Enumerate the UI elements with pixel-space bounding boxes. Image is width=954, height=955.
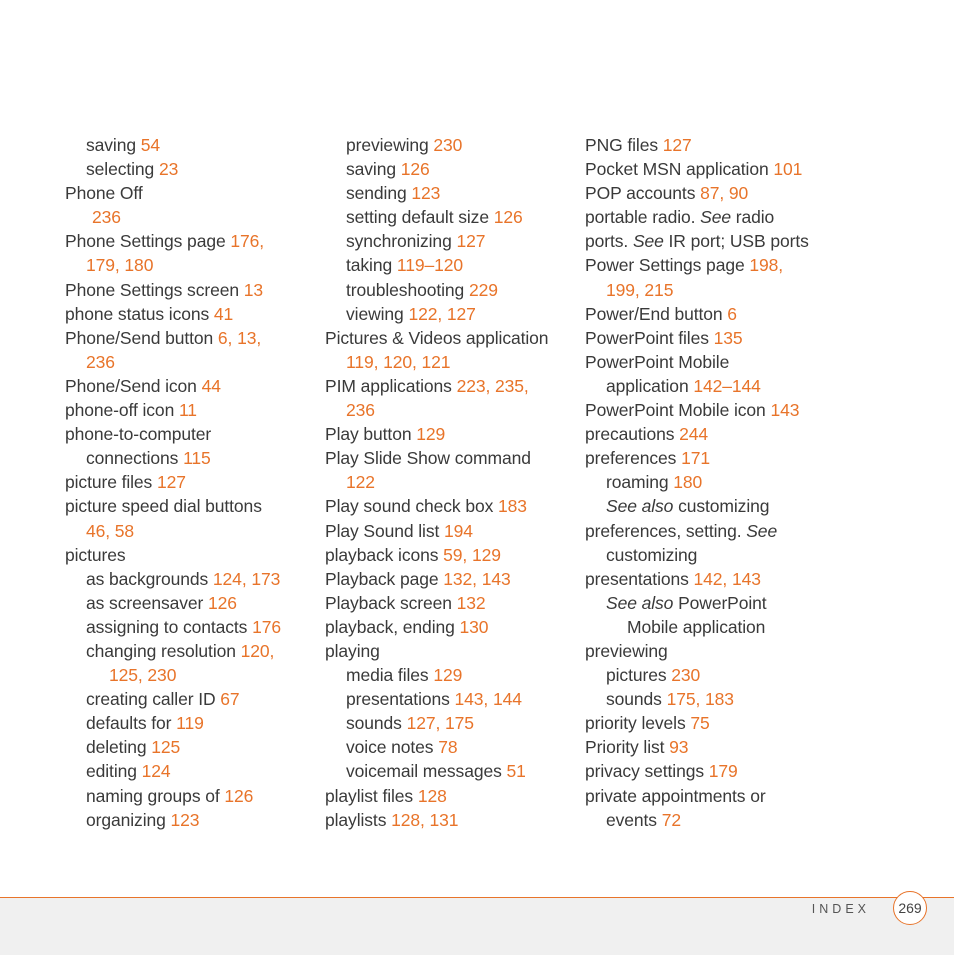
entry-text: Pictures & Videos application: [325, 327, 549, 348]
index-entry: [325, 615, 575, 639]
index-entry: [585, 350, 835, 374]
page-number: 269: [893, 891, 927, 925]
index-entry: [65, 735, 315, 759]
index-entry: [65, 253, 315, 277]
index-entry: [65, 711, 315, 735]
page-reference-link[interactable]: 46, 58: [86, 520, 135, 541]
index-entry: [585, 759, 835, 783]
index-entry: [585, 302, 835, 326]
entry-text: naming groups of: [86, 785, 225, 806]
index-entry: [325, 519, 575, 543]
page-reference-link[interactable]: 179, 180: [86, 255, 154, 276]
page-reference-link[interactable]: 124, 173: [212, 568, 281, 589]
entry-text: pictures: [65, 544, 126, 565]
index-entry: [585, 711, 835, 735]
page-reference-link[interactable]: 135: [713, 327, 743, 348]
page-reference-link[interactable]: 11: [178, 400, 197, 421]
index-entry: [325, 446, 575, 470]
entry-text: Play button: [325, 424, 417, 445]
entry-text: Play Sound list: [325, 520, 445, 541]
entry-text: Priority list: [585, 737, 670, 758]
page-footer: [0, 897, 954, 955]
entry-text: Playback page: [325, 568, 444, 589]
entry-text: events: [606, 809, 662, 830]
page-reference-link[interactable]: 171: [681, 448, 710, 469]
entry-text: sounds: [606, 689, 667, 710]
page-reference-link[interactable]: 179: [708, 761, 738, 782]
index-entry: [65, 157, 315, 181]
entry-text: saving: [346, 159, 401, 180]
cross-reference-text: See: [632, 231, 664, 252]
cross-reference-text: See also: [606, 496, 674, 517]
page-reference-link[interactable]: 143: [770, 400, 800, 421]
page-reference-link[interactable]: 142–144: [693, 375, 761, 396]
index-entry: [65, 543, 315, 567]
index-entry: [65, 374, 315, 398]
page-reference-link[interactable]: 180: [673, 472, 703, 493]
entry-text: PIM applications: [325, 375, 457, 396]
page-reference-link[interactable]: 44: [201, 375, 221, 396]
entry-text: previewing: [346, 135, 434, 155]
index-entry: [65, 759, 315, 783]
entry-text: connections: [86, 448, 184, 469]
entry-text: priority levels: [585, 713, 691, 734]
entry-text: as backgrounds: [86, 568, 213, 589]
index-entry: [585, 422, 835, 446]
page-reference-link[interactable]: 93: [669, 737, 689, 758]
index-entry: [585, 735, 835, 759]
entry-text: Mobile application: [627, 616, 766, 637]
index-entry: [65, 567, 315, 591]
page-reference-link[interactable]: 126: [224, 785, 254, 806]
index-entry: [585, 784, 835, 808]
entry-text: playlist files: [325, 785, 418, 806]
index-entry: [65, 519, 315, 543]
entry-text: IR port; USB ports: [663, 231, 809, 252]
page-reference-link[interactable]: 236: [346, 400, 375, 421]
page-reference-link[interactable]: 142, 143: [693, 568, 761, 589]
index-entry: [325, 543, 575, 567]
page-reference-link[interactable]: 87, 90: [700, 183, 749, 204]
index-entry: [325, 229, 575, 253]
entry-text: taking: [346, 255, 397, 276]
entry-text: phone status icons: [65, 303, 214, 324]
page-reference-link[interactable]: 6: [727, 303, 737, 324]
index-entry: [585, 639, 835, 663]
entry-text: playlists: [325, 809, 392, 830]
index-column-1: [65, 133, 315, 832]
entry-text: organizing: [86, 809, 171, 830]
page-reference-link[interactable]: 115: [183, 448, 211, 469]
page-reference-link[interactable]: 132: [456, 592, 486, 613]
index-entry: [65, 808, 315, 832]
page-reference-link[interactable]: 176: [252, 616, 281, 637]
entry-text: assigning to contacts: [86, 616, 253, 637]
index-entry: [65, 205, 315, 229]
index-entry: [325, 350, 575, 374]
page-reference-link[interactable]: 199, 215: [606, 279, 674, 300]
entry-text: voice notes: [346, 737, 439, 758]
entry-text: changing resolution: [86, 640, 241, 661]
page-reference-link[interactable]: 129: [416, 424, 446, 445]
index-entry: [585, 543, 835, 567]
index-entry: [585, 181, 835, 205]
index-entry: [585, 157, 835, 181]
page-reference-link[interactable]: 78: [438, 737, 458, 758]
entry-text: Power/End button: [585, 303, 728, 324]
page-reference-link[interactable]: 41: [213, 303, 234, 324]
entry-text: PowerPoint Mobile icon: [585, 400, 771, 421]
index-entry: [585, 615, 835, 639]
entry-text: Playback screen: [325, 592, 457, 613]
entry-text: roaming: [606, 472, 674, 493]
index-entry: [65, 229, 315, 253]
entry-text: ports.: [585, 231, 633, 252]
page-reference-link[interactable]: 236: [86, 351, 115, 372]
cross-reference-text: See: [700, 207, 731, 228]
page-reference-link[interactable]: 127: [662, 135, 692, 155]
entry-text: defaults for: [86, 713, 177, 734]
section-label: INDEX: [811, 902, 870, 916]
index-entry: [325, 398, 575, 422]
entry-text: presentations: [346, 689, 455, 710]
page-reference-link[interactable]: 143, 144: [454, 689, 522, 710]
page-reference-link[interactable]: 54: [140, 135, 161, 155]
page-reference-link[interactable]: 229: [468, 279, 498, 300]
page-reference-link[interactable]: 23: [158, 159, 179, 180]
entry-text: Power Settings page: [585, 255, 750, 276]
entry-text: Phone Off: [65, 183, 143, 204]
entry-text: pictures: [606, 665, 672, 686]
page-reference-link[interactable]: 6, 13,: [217, 327, 262, 348]
entry-text: sending: [346, 183, 412, 204]
index-entry: [585, 205, 835, 229]
page-reference-link[interactable]: 175, 183: [666, 689, 734, 710]
index-column-2: [325, 133, 575, 832]
page-reference-link[interactable]: 67: [220, 689, 240, 710]
index-entry: [325, 687, 575, 711]
index-entry: [65, 639, 315, 663]
index-entry: [585, 278, 835, 302]
index-entry: [65, 133, 315, 157]
index-entry: [325, 591, 575, 615]
entry-text: sounds: [346, 713, 407, 734]
page-reference-link[interactable]: 123: [411, 183, 441, 204]
entry-text: POP accounts: [585, 183, 701, 204]
index-entry: [65, 326, 315, 350]
page-reference-link[interactable]: 126: [400, 159, 430, 180]
index-entry: [585, 446, 835, 470]
index-entry: [65, 446, 315, 470]
index-entry: [325, 567, 575, 591]
index-entry: [585, 687, 835, 711]
index-entry: [325, 759, 575, 783]
page-reference-link[interactable]: 127: [156, 472, 186, 493]
entry-text: previewing: [585, 640, 668, 661]
index-entry: [65, 302, 315, 326]
page-reference-link[interactable]: 119: [176, 713, 204, 734]
entry-text: radio: [731, 207, 775, 228]
index-entry: [65, 591, 315, 615]
page-reference-link[interactable]: 124: [141, 761, 171, 782]
entry-text: synchronizing: [346, 231, 457, 252]
index-entry: [325, 735, 575, 759]
entry-text: PNG files: [585, 135, 663, 155]
entry-text: PowerPoint Mobile: [585, 351, 730, 372]
entry-text: customizing: [673, 496, 770, 517]
index-entry: [585, 133, 835, 157]
entry-text: picture speed dial buttons: [65, 496, 262, 517]
page-reference-link[interactable]: 127, 175: [406, 713, 474, 734]
entry-text: as screensaver: [86, 592, 209, 613]
entry-text: PowerPoint: [673, 592, 767, 613]
index-entry: [65, 422, 315, 446]
page-reference-link[interactable]: 122, 127: [408, 303, 476, 324]
entry-text: preferences, setting.: [585, 520, 747, 541]
index-entry: [325, 470, 575, 494]
entry-text: precautions: [585, 424, 680, 445]
index-entry: [585, 398, 835, 422]
entry-text: Play sound check box: [325, 496, 499, 517]
index-entry: [585, 326, 835, 350]
index-entry: [65, 278, 315, 302]
page-reference-link[interactable]: 119, 120, 121: [346, 351, 451, 372]
entry-text: playback icons: [325, 544, 444, 565]
cross-reference-text: See also: [606, 592, 674, 613]
page-reference-link[interactable]: 130: [459, 616, 489, 637]
index-entry: [325, 157, 575, 181]
page-reference-link[interactable]: 129: [433, 665, 463, 686]
entry-text: viewing: [346, 303, 409, 324]
entry-text: Phone Settings page: [65, 231, 231, 252]
index-entry: [585, 808, 835, 832]
entry-text: privacy settings: [585, 761, 709, 782]
entry-text: preferences: [585, 448, 682, 469]
index-entry: [585, 494, 835, 518]
entry-text: Play Slide Show command: [325, 448, 531, 469]
index-entry: [585, 591, 835, 615]
entry-text: customizing: [606, 544, 698, 565]
index-column-3: [585, 133, 835, 832]
index-entry: [325, 663, 575, 687]
page-reference-link[interactable]: 125: [151, 737, 181, 758]
index-entry: [585, 229, 835, 253]
page-reference-link[interactable]: 101: [773, 159, 803, 180]
page-reference-link[interactable]: 183: [498, 496, 527, 517]
entry-text: deleting: [86, 737, 152, 758]
page-reference-link[interactable]: 125, 230: [109, 665, 177, 686]
index-entry: [325, 808, 575, 832]
entry-text: picture files: [65, 472, 157, 493]
page-reference-link[interactable]: 127: [456, 231, 486, 252]
page-reference-link[interactable]: 119–120: [396, 255, 464, 276]
index-entry: [585, 663, 835, 687]
index-entry: [65, 784, 315, 808]
index-entry: [325, 784, 575, 808]
index-entry: [325, 133, 575, 157]
entry-text: creating caller ID: [86, 689, 221, 710]
index-entry: [65, 663, 315, 687]
entry-text: private appointments or: [585, 785, 766, 806]
page-reference-link[interactable]: 176,: [230, 231, 265, 252]
index-entry: [325, 374, 575, 398]
page-reference-link[interactable]: 194: [444, 520, 473, 541]
index-entry: [325, 422, 575, 446]
page-reference-link[interactable]: 223, 235,: [456, 375, 529, 396]
cross-reference-text: See: [746, 520, 778, 541]
index-entry: [325, 494, 575, 518]
entry-text: setting default size: [346, 207, 494, 228]
entry-text: voicemail messages: [346, 761, 507, 782]
entry-text: playback, ending: [325, 616, 460, 637]
page-reference-link[interactable]: 13: [243, 279, 264, 300]
index-entry: [585, 470, 835, 494]
page-reference-link[interactable]: 122: [346, 472, 375, 493]
page-reference-link[interactable]: 198,: [749, 255, 784, 276]
page-reference-link[interactable]: 128: [417, 785, 447, 806]
index-entry: [65, 494, 315, 518]
page-reference-link[interactable]: 120,: [240, 640, 275, 661]
index-entry: [65, 350, 315, 374]
page-reference-link[interactable]: 244: [679, 424, 709, 445]
page-reference-link[interactable]: 72: [661, 809, 681, 830]
page-reference-link[interactable]: 132, 143: [443, 568, 511, 589]
entry-text: saving: [86, 135, 141, 155]
index-entry: [325, 639, 575, 663]
index-entry: [585, 253, 835, 277]
entry-text: playing: [325, 640, 380, 661]
index-entry: [65, 615, 315, 639]
index-entry: [325, 205, 575, 229]
entry-text: troubleshooting: [346, 279, 469, 300]
page-reference-link[interactable]: 126: [493, 207, 523, 228]
index-entry: [65, 687, 315, 711]
entry-text: phone-off icon: [65, 400, 179, 421]
entry-text: Phone/Send button: [65, 327, 218, 348]
index-entry: [325, 302, 575, 326]
index-entry: [65, 470, 315, 494]
entry-text: phone-to-computer: [65, 424, 212, 445]
index-entry: [325, 711, 575, 735]
index-entry: [325, 181, 575, 205]
index-entry: [325, 326, 575, 350]
entry-text: presentations: [585, 568, 694, 589]
entry-text: media files: [346, 665, 434, 686]
entry-text: selecting: [86, 159, 159, 180]
page-reference-link[interactable]: 128, 131: [391, 809, 459, 830]
page-reference-link[interactable]: 126: [208, 592, 237, 613]
index-entry: [65, 181, 315, 205]
index-entry: [585, 519, 835, 543]
index-entry: [325, 253, 575, 277]
page-reference-link[interactable]: 51: [506, 761, 526, 782]
entry-text: PowerPoint files: [585, 327, 714, 348]
index-entry: [585, 374, 835, 398]
page-reference-link[interactable]: 123: [170, 809, 200, 830]
entry-text: editing: [86, 761, 142, 782]
entry-text: Phone/Send icon: [65, 375, 202, 396]
entry-text: Phone Settings screen: [65, 279, 244, 300]
entry-text: Pocket MSN application: [585, 159, 774, 180]
index-entry: [65, 398, 315, 422]
index-entry: [325, 278, 575, 302]
entry-text: application: [606, 375, 694, 396]
page-reference-link[interactable]: 236: [92, 207, 121, 228]
index-entry: [585, 567, 835, 591]
page-reference-link[interactable]: 230: [671, 665, 701, 686]
page-reference-link[interactable]: 230: [433, 135, 463, 155]
page-reference-link[interactable]: 59, 129: [443, 544, 501, 565]
page-reference-link[interactable]: 75: [690, 713, 710, 734]
entry-text: portable radio.: [585, 207, 701, 228]
